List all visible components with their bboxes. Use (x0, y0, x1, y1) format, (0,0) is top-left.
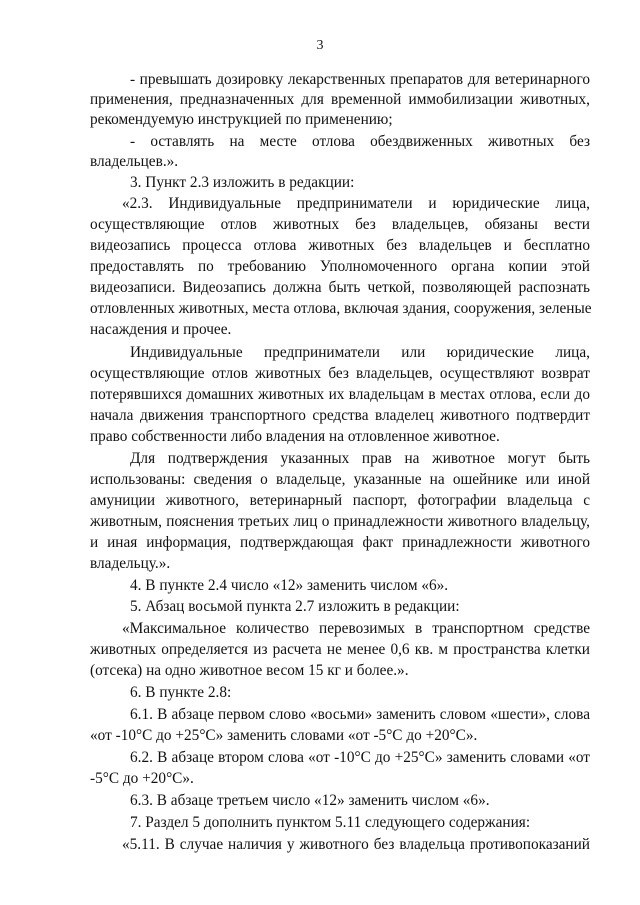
text-line: (отсека) на одно животное весом 15 кг и более.». (90, 662, 409, 679)
page-number: 3 (316, 38, 324, 53)
text-line: «Максимальное количество перевозимых в транспортном средстве (122, 620, 590, 637)
text-line: насаждения и прочее. (90, 321, 232, 338)
text-line: видеозапись процесса отлова животных без владельцев и бесплатно (90, 237, 590, 254)
text-line: животных определяется из расчета не менее 0,6 кв. м пространства клетки (90, 641, 590, 658)
text-line: применения, предназначенных для временной иммобилизации животных, (90, 91, 590, 108)
text-line: 5. Абзац восьмой пункта 2.7 изложить в редакции: (130, 598, 460, 615)
text-line: 6. В пункте 2.8: (130, 684, 232, 701)
text-line: и иная информация, подтверждающая факт принадлежности животного (90, 534, 590, 551)
text-line: отловленных животных, места отлова, включая здания, сооружения, зеленые (90, 300, 592, 317)
text-line: потерявшихся домашних животных их владельцам в местах отлова, если до (90, 386, 590, 403)
text-line: 3. Пункт 2.3 изложить в редакции: (130, 174, 355, 191)
text-line: - превышать дозировку лекарственных препаратов для ветеринарного (130, 71, 590, 88)
text-line: Индивидуальные предприниматели или юридические лица, (130, 344, 590, 361)
text-line: 6.1. В абзаце первом слово «восьми» заменить словом «шести», слова (130, 706, 590, 723)
text-line: право собственности либо владения на отловленное животное. (90, 428, 500, 445)
text-line: использованы: сведения о владельце, указанные на ошейнике или иной (90, 471, 590, 488)
text-line: «5.11. В случае наличия у животного без владельца противопоказаний (122, 836, 590, 853)
text-line: осуществляющие отлов животных без владельцев, осуществляют возврат (90, 365, 590, 382)
text-line: амуниции животного, ветеринарный паспорт, фотографии владельца с (90, 492, 590, 509)
text-line: владельцу.». (90, 555, 171, 572)
text-line: рекомендуемую инструкцией по применению; (90, 111, 393, 128)
text-line: осуществляющие отлов животных без владельцев, обязаны вести (90, 216, 590, 233)
text-line: предоставлять по требованию Уполномоченного органа копии этой (90, 258, 590, 275)
text-line: 7. Раздел 5 дополнить пунктом 5.11 следующего содержания: (130, 814, 531, 831)
text-line: «от -10°С до +25°С» заменить словами «от -5°С до +20°С». (90, 727, 478, 744)
text-line: «2.3. Индивидуальные предприниматели и юридические лица, (122, 195, 590, 212)
text-line: 6.2. В абзаце втором слова «от -10°С до +25°С» заменить словами «от (130, 749, 590, 766)
text-line: владельцев.». (90, 153, 179, 170)
text-line: 6.3. В абзаце третьем число «12» заменить числом «6». (130, 792, 490, 809)
text-line: -5°С до +20°С». (90, 770, 194, 787)
text-line: начала движения транспортного средства владелец животного подтвердит (90, 407, 590, 424)
text-line: 4. В пункте 2.4 число «12» заменить числом «6». (130, 577, 449, 594)
text-line: животным, пояснения третьих лиц о принадлежности животного владельцу, (90, 513, 590, 530)
text-line: Для подтверждения указанных прав на животное могут быть (130, 450, 590, 467)
text-line: видеозаписи. Видеозапись должна быть четкой, позволяющей распознать (90, 279, 590, 296)
text-line: - оставлять на месте отлова обездвиженных животных без (130, 133, 590, 150)
